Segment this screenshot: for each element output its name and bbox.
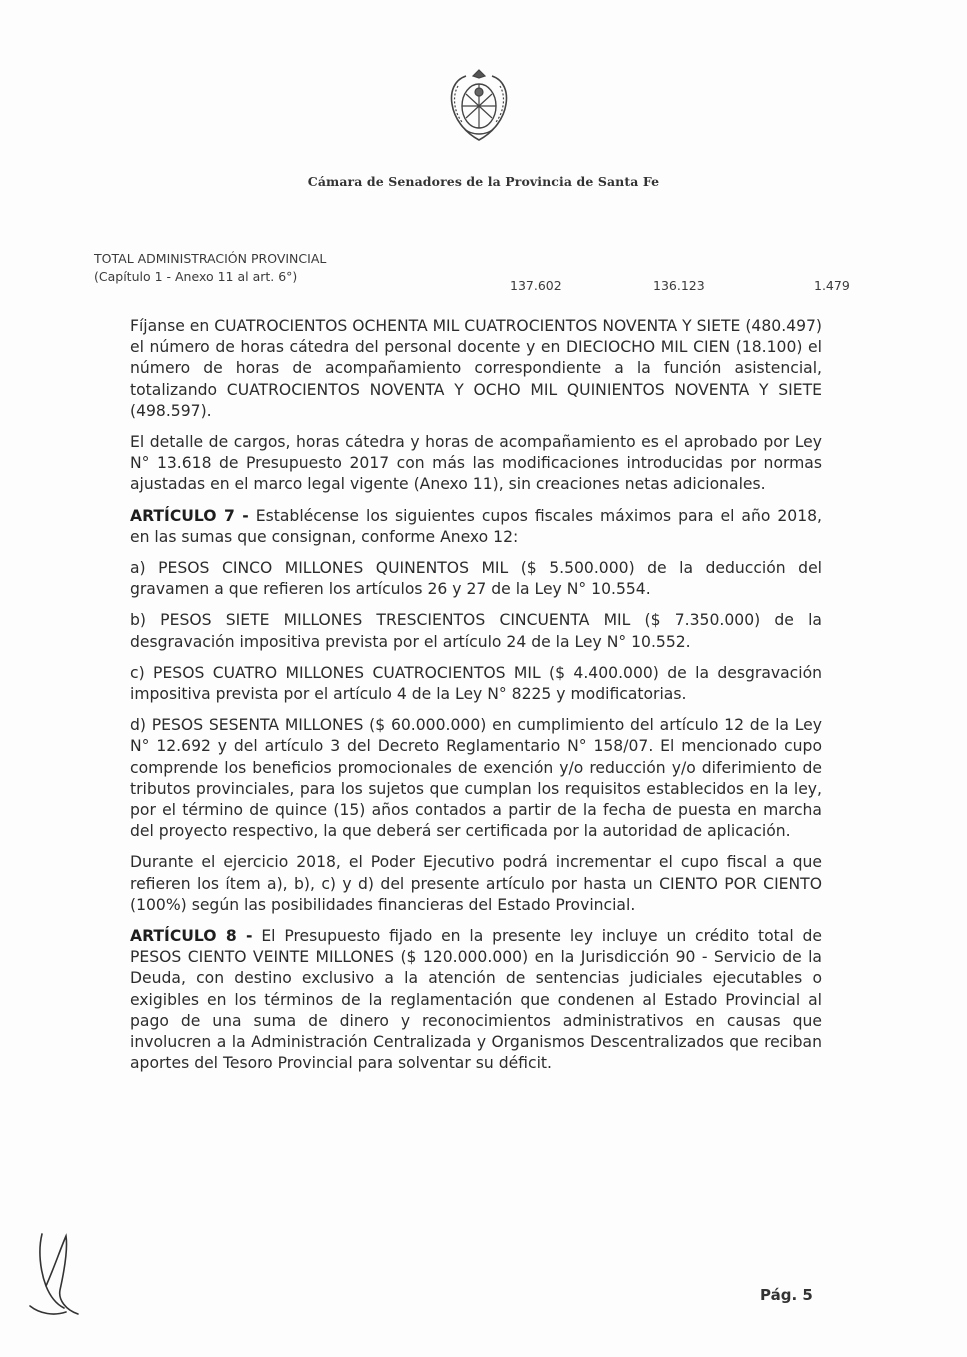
total-label-line2: (Capítulo 1 - Anexo 11 al art. 6°) bbox=[94, 269, 298, 284]
chamber-title: Cámara de Senadores de la Provincia de Santa Fe bbox=[307, 174, 660, 189]
item-d: d) PESOS SESENTA MILLONES ($ 60.000.000) en cumplimiento del artículo 12 de la Ley N° 12.692 y del artículo 3 del Decreto Reglamentario N° 158/07. El mencionado cupo comprende los beneficios promocionales de exención y/o reducción y/o diferimiento de tributos provinciales, para los sujetos que cumplan los requisitos establecidos en la ley, por el término de quince (15) años contados a partir de la fecha de puesta en marcha del proyecto respectivo, la que deberá ser certificada por la autoridad de aplicación. bbox=[130, 716, 822, 841]
total-value-2: 136.123 bbox=[653, 278, 705, 293]
paragraph-detalle-cargos: El detalle de cargos, horas cátedra y horas de acompañamiento es el aprobado por Ley N° 13.618 de Presupuesto 2017 con más las modificaciones introducidas por normas ajustadas en el marco legal vigente (Anexo 11), sin creaciones netas adicionales. bbox=[130, 433, 822, 494]
item-b: b) PESOS SIETE MILLONES TRESCIENTOS CINCUENTA MIL ($ 7.350.000) de la desgravación impositiva prevista por el artículo 24 de la Ley N° 10.552. bbox=[130, 611, 822, 651]
page-number: Pág. 5 bbox=[760, 1286, 813, 1304]
paragraph-horas-catedra: Fíjanse en CUATROCIENTOS OCHENTA MIL CUATROCIENTOS NOVENTA Y SIETE (480.497) el número de horas cátedra del personal docente y en DIECIOCHO MIL CIEN (18.100) el número de horas de acompañamiento correspondiente a la función asistencial, totalizando CUATROCIENTOS NOVENTA Y OCHO MIL QUINIENTOS NOVENTA Y SIETE (498.597). bbox=[130, 317, 822, 420]
item-c: c) PESOS CUATRO MILLONES CUATROCIENTOS MIL ($ 4.400.000) de la desgravación impositiva prevista por el artículo 4 de la Ley N° 8225 y modificatorias. bbox=[130, 663, 822, 704]
total-value-3: 1.479 bbox=[814, 278, 850, 293]
total-label-line1: TOTAL ADMINISTRACIÓN PROVINCIAL bbox=[94, 251, 327, 266]
article-8 bbox=[130, 926, 822, 1074]
body-text bbox=[130, 316, 822, 1085]
coat-of-arms-icon bbox=[444, 66, 514, 144]
article-8-title: ARTÍCULO 8 - bbox=[130, 927, 253, 946]
article-8-text: El Presupuesto fijado en la presente ley incluye un crédito total de PESOS CIENTO VEINTE MILLONES ($ 120.000.000) en la Jurisdicción 90 - Servicio de la Deuda, con destino exclusivo a la atención de sentencias judiciales ejecutables o exigibles en los términos de la reglamentación que condenen al Estado Provincial al pago de una suma de dinero y reconocimientos administrativos en causas que involucren a la Administración Centralizada y Organismos Descentralizados que reciban aportes del Tesoro Provincial para solventar su déficit. bbox=[130, 927, 822, 1073]
signature-initials-icon bbox=[20, 1220, 90, 1320]
article-7 bbox=[130, 506, 822, 548]
total-value-1: 137.602 bbox=[510, 278, 562, 293]
total-row-label bbox=[94, 250, 326, 286]
paragraph-durante: Durante el ejercicio 2018, el Poder Ejecutivo podrá incrementar el cupo fiscal a que refieren los ítem a), b), c) y d) del presente artículo por hasta un CIENTO POR CIENTO (100%) según las posibilidades financieras del Estado Provincial. bbox=[130, 853, 822, 914]
article-7-text: Establécense los siguientes cupos fiscales máximos para el año 2018, en las sumas que consignan, conforme Anexo 12: bbox=[130, 506, 822, 546]
article-7-title: ARTÍCULO 7 - bbox=[130, 506, 249, 525]
item-a: a) PESOS CINCO MILLONES QUINENTOS MIL ($ 5.500.000) de la deducción del gravamen a que refieren los artículos 26 y 27 de la Ley N° 10.554. bbox=[130, 559, 822, 599]
